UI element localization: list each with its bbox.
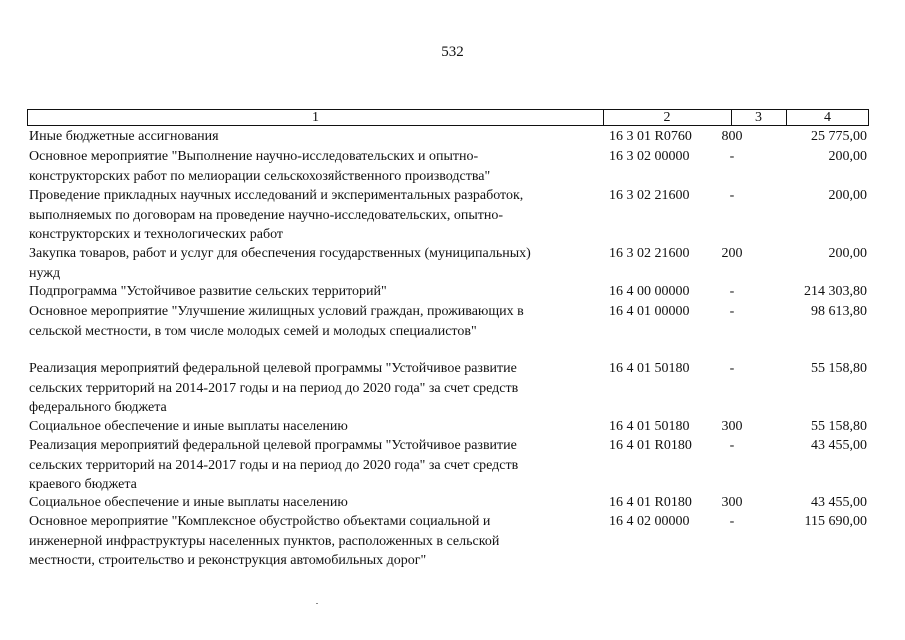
row-type: 200 <box>721 246 743 261</box>
description-line: Реализация мероприятий федеральной целевой программы "Устойчивое развитие <box>29 438 517 453</box>
description-line: нужд <box>29 265 61 281</box>
header-col-4: 4 <box>824 110 831 125</box>
header-col-2: 2 <box>663 110 671 125</box>
row-code: 16 3 02 21600 <box>609 188 690 203</box>
row-description <box>29 244 589 283</box>
row-description <box>29 359 589 418</box>
description-line: Иные бюджетные ассигнования <box>29 129 219 144</box>
description-line: сельских территорий на 2014-2017 годы и на период до 2020 года" за счет средств <box>29 380 519 396</box>
row-amount: 200,00 <box>828 149 867 164</box>
row-amount: 55 158,80 <box>811 419 867 434</box>
description-line: сельской местности, в том числе молодых семей и молодых специалистов" <box>29 323 477 339</box>
description-line: Подпрограмма "Устойчивое развитие сельских территорий" <box>29 284 387 299</box>
row-code: 16 3 02 21600 <box>609 246 690 261</box>
row-type: 800 <box>721 129 743 144</box>
description-line: Основное мероприятие "Улучшение жилищных условий граждан, проживающих в <box>29 304 524 319</box>
row-type: - <box>729 438 735 453</box>
row-description <box>29 127 589 147</box>
row-description <box>29 186 589 245</box>
row-description <box>29 436 589 495</box>
description-line: Реализация мероприятий федеральной целевой программы "Устойчивое развитие <box>29 361 517 376</box>
description-line: сельских территорий на 2014-2017 годы и на период до 2020 года" за счет средств <box>29 457 519 473</box>
row-amount: 25 775,00 <box>811 129 867 144</box>
description-line: конструкторских работ по мелиорации сельскохозяйственного производства" <box>29 168 491 184</box>
table-header <box>27 109 869 126</box>
description-line: краевого бюджета <box>29 477 137 492</box>
row-description <box>29 512 589 571</box>
row-amount: 98 613,80 <box>811 304 867 319</box>
row-type: - <box>729 284 735 299</box>
row-code: 16 3 02 00000 <box>609 149 690 164</box>
row-type: - <box>729 149 735 164</box>
scan-speck <box>316 603 318 604</box>
row-amount: 200,00 <box>828 246 867 261</box>
description-line: местности, строительство и реконструкция автомобильных дорог" <box>29 553 427 568</box>
row-amount: 214 303,80 <box>804 284 867 299</box>
row-description <box>29 147 589 186</box>
row-type: - <box>729 514 735 529</box>
description-line: выполняемых по договорам на проведение научно-исследовательских, опытно- <box>29 207 504 223</box>
row-type: - <box>729 304 735 319</box>
row-code: 16 4 01 R0180 <box>609 438 692 453</box>
row-amount: 115 690,00 <box>804 514 867 529</box>
row-type: 300 <box>721 495 743 510</box>
row-amount: 55 158,80 <box>811 361 867 376</box>
description-line: Основное мероприятие "Комплексное обустройство объектами социальной и <box>29 514 491 529</box>
row-code: 16 4 01 R0180 <box>609 495 692 510</box>
header-col-1: 1 <box>312 110 319 125</box>
row-amount: 43 455,00 <box>811 438 867 453</box>
row-code: 16 4 00 00000 <box>609 284 690 299</box>
row-code: 16 3 01 R0760 <box>609 129 692 144</box>
row-code: 16 4 01 50180 <box>609 361 690 376</box>
description-line: Закупка товаров, работ и услуг для обеспечения государственных (муниципальных) <box>29 246 531 261</box>
row-description <box>29 493 589 513</box>
description-line: конструкторских и технологических работ <box>29 227 284 242</box>
row-type: 300 <box>721 419 743 434</box>
row-amount: 43 455,00 <box>811 495 867 510</box>
description-line: федерального бюджета <box>29 400 167 415</box>
description-line: Проведение прикладных научных исследований и экспериментальных разработок, <box>29 188 524 203</box>
row-type: - <box>729 188 735 203</box>
row-code: 16 4 01 00000 <box>609 304 690 319</box>
row-description <box>29 302 589 341</box>
header-col-3: 3 <box>755 110 762 125</box>
row-amount: 200,00 <box>828 188 867 203</box>
row-description <box>29 282 589 302</box>
description-line: Социальное обеспечение и иные выплаты населению <box>29 495 348 510</box>
row-description <box>29 417 589 437</box>
row-type: - <box>729 361 735 376</box>
row-code: 16 4 01 50180 <box>609 419 690 434</box>
row-code: 16 4 02 00000 <box>609 514 690 529</box>
description-line: Социальное обеспечение и иные выплаты населению <box>29 419 348 434</box>
description-line: Основное мероприятие "Выполнение научно-исследовательских и опытно- <box>29 149 479 164</box>
description-line: инженерной инфраструктуры населенных пунктов, расположенных в сельской <box>29 533 500 549</box>
page-number: 532 <box>441 44 464 60</box>
